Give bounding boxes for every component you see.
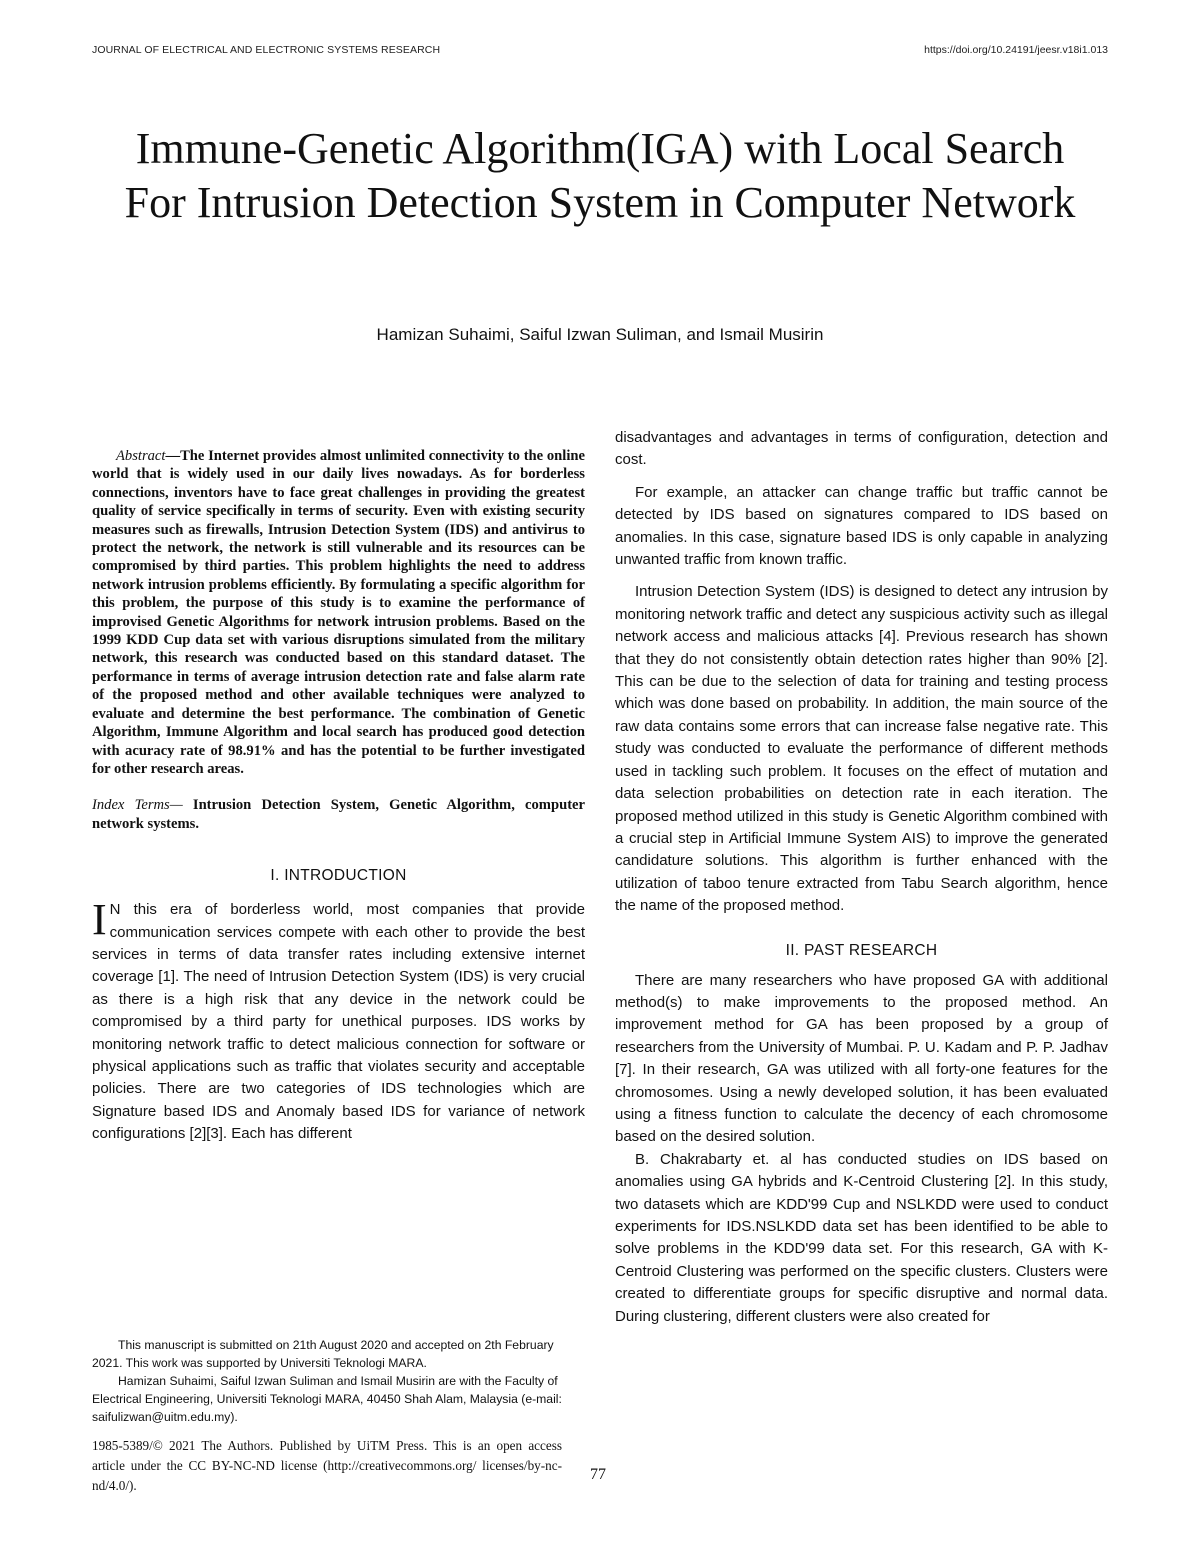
page-number: 77 [590, 1466, 606, 1483]
footnote-affiliation: Hamizan Suhaimi, Saiful Izwan Suliman and Ismail Musirin are with the Faculty of Electrical Engineering, Universiti Teknologi MARA, 40450 Shah Alam, Malaysia (e-mail: saifulizwan@uitm.edu.my). [92, 1374, 562, 1424]
journal-header: JOURNAL OF ELECTRICAL AND ELECTRONIC SYSTEMS RESEARCH [92, 44, 441, 56]
intro-paragraph-2: For example, an attacker can change traffic but traffic cannot be detected by IDS based on signatures compared to IDS based on anomalies. In this case, signature based IDS is only capable in analyzing unwanted traffic from known traffic. [615, 483, 1108, 569]
index-terms-lead: Index Terms— [92, 797, 183, 814]
past-research-paragraph-1: There are many researchers who have proposed GA with additional method(s) to make improvements to the proposed method. An improvement method for GA has been proposed by a group of researchers from the University of Mumbai. P. U. Kadam and P. P. Jadhav [7]. In their research, GA was utilized with all forty-one features for the chromosomes. Using a newly developed solution, it has been evaluated using a fitness function to calculate the decency of each chromosome based on the desired solution. [615, 971, 1108, 1146]
license-notice: 1985-5389/© 2021 The Authors. Published by UiTM Press. This is an open access article under the CC BY-NC-ND license (http://creativecommons.org/ licenses/by-nc-nd/4.0/). [92, 1438, 562, 1493]
intro-paragraph-3: Intrusion Detection System (IDS) is designed to detect any intrusion by monitoring network traffic and detect any suspicious activity such as illegal network access and malicious attacks [4]. Previous research has shown that they do not consistently obtain detection rates higher than 90% [2]. This can be due to the selection of data for training and testing process which was done based on probability. In addition, the main source of the raw data contains some errors that can increase false negative rate. This study was conducted to evaluate the performance of different methods used in tackling such problem. It focuses on the effect of mutation and data selection probabilities on detection rate in each iteration. The proposed method utilized in this study is Genetic Algorithm combined with a crucial step in Artificial Immune System AIS) to improve the generated candidature solutions. This algorithm is further enhanced with the utilization of taboo tenure extracted from Tabu Search algorithm, hence the name of the proposed method. [615, 583, 1108, 915]
right-column [615, 427, 1108, 1328]
footnote-submission: This manuscript is submitted on 21th August 2020 and accepted on 2th February 2021. This work was supported by Universiti Teknologi MARA. [92, 1338, 554, 1370]
section-heading-past-research: II. PAST RESEARCH [785, 941, 938, 959]
paper-authors: Hamizan Suhaimi, Saiful Izwan Suliman, and Ismail Musirin [376, 325, 824, 344]
abstract [92, 447, 585, 778]
intro-paragraph-1-text: N this era of borderless world, most companies that provide communication services compete with each other to provide the best services in terms of data transfer rates including extensive internet coverage [1]. The need of Intrusion Detection System (IDS) is very crucial as there is a high risk that any device in the network could be compromised by a third party for unethical purposes. IDS works by monitoring network traffic to detect malicious connection for software or physical applications such as traffic that violates security and acceptable policies. There are two categories of IDS technologies which are Signature based IDS and Anomaly based IDS for variance of network configurations [2][3]. Each has different [92, 901, 585, 1143]
abstract-lead: Abstract [116, 448, 166, 464]
abstract-text: —The Internet provides almost unlimited connectivity to the online world that is widely used in our daily lives nowadays. As for borderless connections, inventors have to face great challenges in providing the greatest quality of service specifically in terms of security. Even with existing security measures such as firewalls, Intrusion Detection System (IDS) and antivirus to protect the network, the network is still vulnerable and its resources can be compromised by third parties. This problem highlights the need to address network intrusion problems efficiently. By formulating a specific algorithm for this problem, the purpose of this study is to examine the performance of improvised Genetic Algorithms for network intrusion problems. Based on the 1999 KDD Cup data set with various disruptions simulated from the military network, this research was conducted based on this standard dataset. The performance in terms of average intrusion detection rate and false alarm rate of the proposed method and other available techniques were analyzed to evaluate and determine the best performance. The combination of Genetic Algorithm, Immune Algorithm and local search has produced good detection with acuracy rate of 98.91% and has the potential to be further investigated for other research areas. [92, 448, 585, 777]
left-column [92, 427, 585, 1146]
index-terms-text: Intrusion Detection System, Genetic Algorithm, computer network systems. [92, 797, 586, 832]
doi-link[interactable]: https://doi.org/10.24191/jeesr.v18i1.013 [924, 44, 1108, 56]
intro-paragraph-1-continued: disadvantages and advantages in terms of configuration, detection and cost. [615, 429, 1108, 469]
intro-paragraph-1 [92, 895, 585, 1145]
paper-title: Immune-Genetic Algorithm(IGA) with Local Search For Intrusion Detection System in Computer Network [124, 124, 1076, 227]
index-terms [92, 796, 585, 833]
past-research-paragraph-2: B. Chakrabarty et. al has conducted studies on IDS based on anomalies using GA hybrids and K-Centroid Clustering [2]. In this study, two datasets which are KDD'99 Cup and NSLKDD were used to conduct experiments for IDS.NSLKDD data set has been identified to be able to solve problems in the KDD'99 data set. For this research, GA with K-Centroid Clustering was performed on the specific clusters. Clusters were created to differentiate groups for specific disruptive and normal data. During clustering, different clusters were also created for [615, 1150, 1108, 1325]
footnote [92, 1336, 585, 1426]
section-heading-introduction: I. INTRODUCTION [270, 867, 407, 885]
dropcap-letter: I [92, 895, 107, 945]
